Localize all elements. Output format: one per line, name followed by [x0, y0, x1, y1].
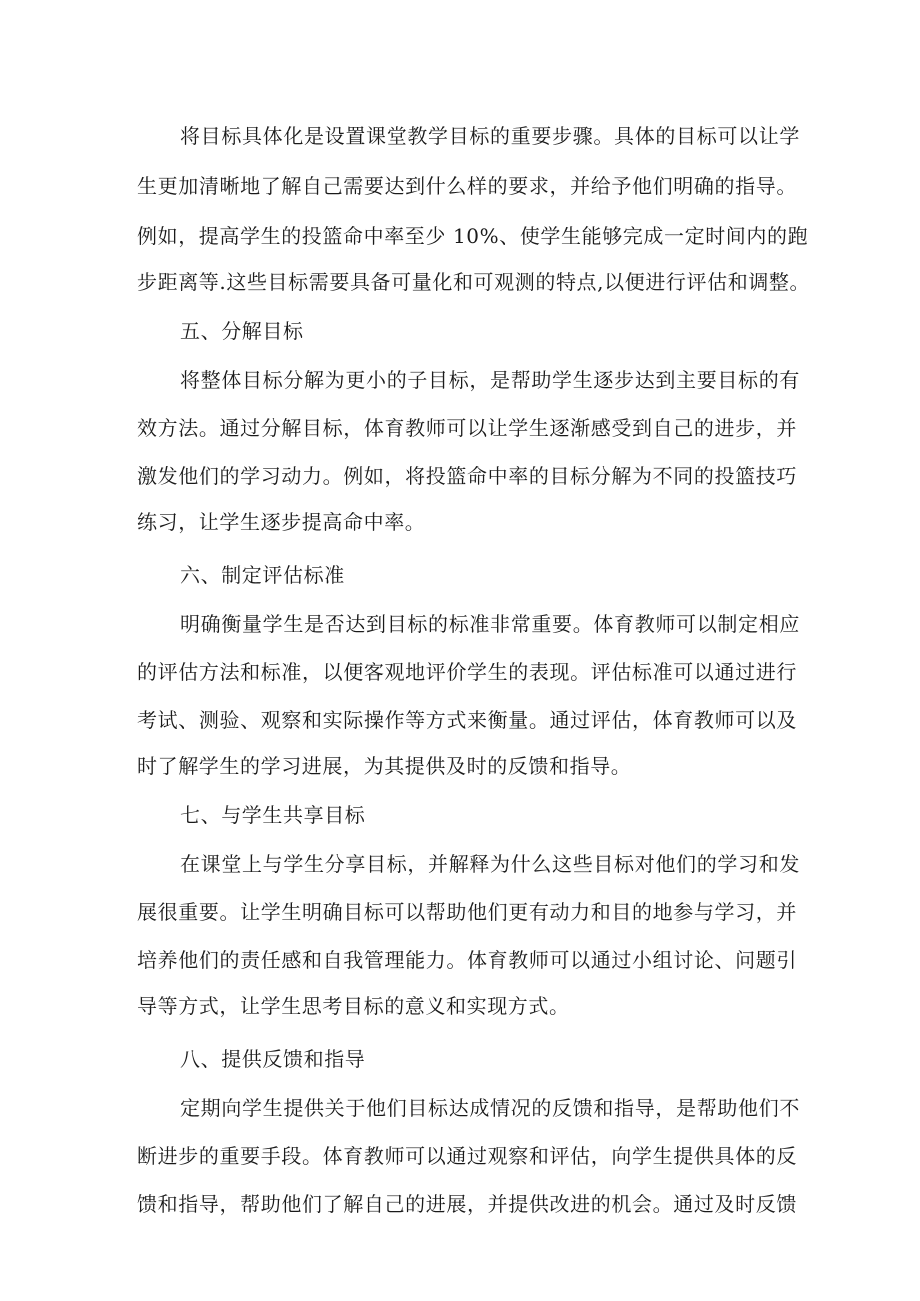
paragraph-line: 考试、测验、观察和实际操作等方式来衡量。通过评估，体育教师可以及 — [137, 708, 797, 732]
section-heading-8: 八、提供反馈和指导 — [180, 1047, 366, 1071]
paragraph-line: 导等方式，让学生思考目标的意义和实现方式。 — [137, 994, 570, 1018]
section-heading-6: 六、制定评估标准 — [180, 563, 345, 587]
paragraph-line: 定期向学生提供关于他们目标达成情况的反馈和指导，是帮助他们不 — [180, 1096, 800, 1120]
paragraph-line: 生更加清晰地了解自己需要达到什么样的要求，并给予他们明确的指导。 — [137, 174, 797, 198]
section-heading-7: 七、与学生共享目标 — [180, 803, 366, 827]
paragraph-line: 步距离等.这些目标需要具备可量化和可观测的特点,以便进行评估和调整。 — [137, 270, 811, 294]
paragraph-line: 例如，提高学生的投篮命中率至少 10%、使学生能够完成一定时间内的跑 — [137, 224, 809, 248]
paragraph-line: 的评估方法和标准，以便客观地评价学生的表现。评估标准可以通过进行 — [137, 660, 797, 684]
paragraph-line: 明确衡量学生是否达到目标的标准非常重要。体育教师可以制定相应 — [180, 612, 800, 636]
paragraph-line: 培养他们的责任感和自我管理能力。体育教师可以通过小组讨论、问题引 — [137, 948, 797, 972]
paragraph-line: 断进步的重要手段。体育教师可以通过观察和评估，向学生提供具体的反 — [137, 1144, 797, 1168]
paragraph-line: 展很重要。让学生明确目标可以帮助他们更有动力和目的地参与学习，并 — [137, 900, 797, 924]
paragraph-line: 将整体目标分解为更小的子目标，是帮助学生逐步达到主要目标的有 — [180, 368, 800, 392]
section-heading-5: 五、分解目标 — [180, 319, 304, 343]
paragraph-line: 馈和指导，帮助他们了解自己的进展，并提供改进的机会。通过及时反馈 — [137, 1192, 797, 1216]
paragraph-line: 练习，让学生逐步提高命中率。 — [137, 510, 426, 534]
paragraph-line: 时了解学生的学习进展，为其提供及时的反馈和指导。 — [137, 754, 632, 778]
paragraph-line: 激发他们的学习动力。例如，将投篮命中率的目标分解为不同的投篮技巧 — [137, 464, 797, 488]
paragraph-line: 将目标具体化是设置课堂教学目标的重要步骤。具体的目标可以让学 — [180, 124, 800, 148]
paragraph-line: 在课堂上与学生分享目标，并解释为什么这些目标对他们的学习和发 — [180, 852, 800, 876]
paragraph-line: 效方法。通过分解目标，体育教师可以让学生逐渐感受到自己的进步，并 — [137, 416, 797, 440]
